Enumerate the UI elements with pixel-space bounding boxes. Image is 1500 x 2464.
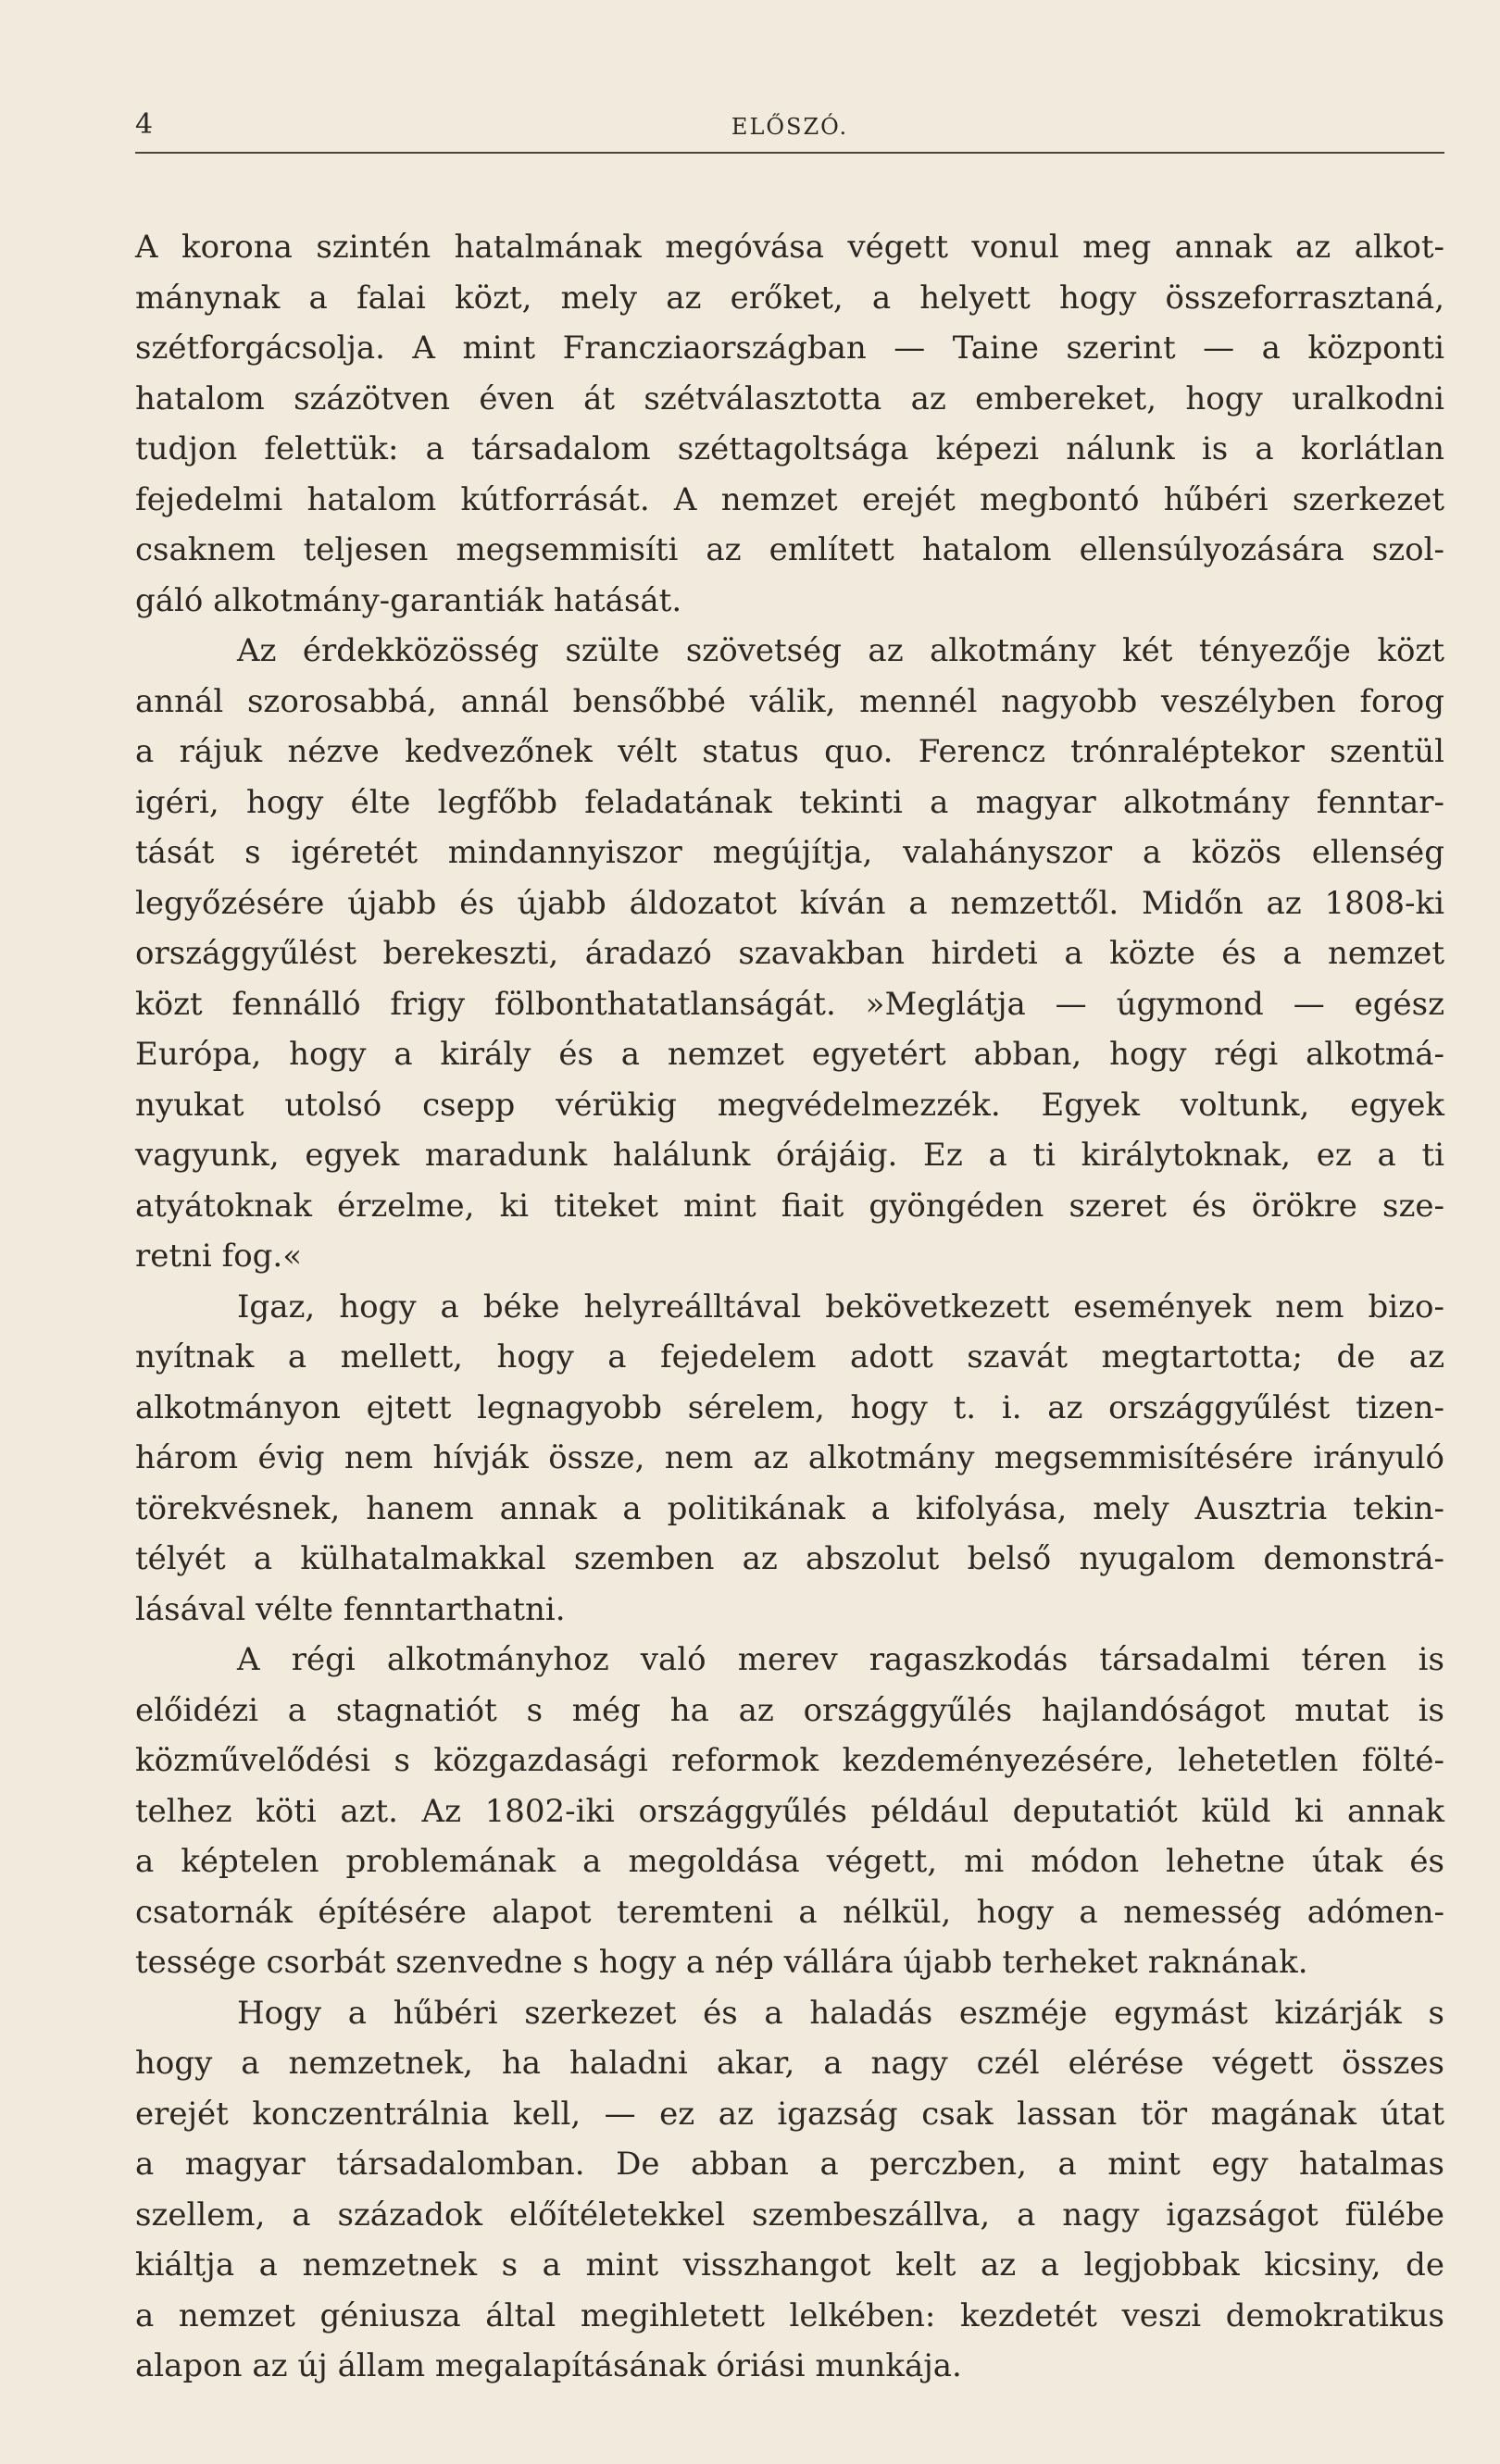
page-number: 4	[135, 108, 154, 141]
text-line: Európa, hogy a király és a nemzet egyetért abban, hogy régi alkotmá-	[135, 1036, 1444, 1073]
text-line: tudjon felettük: a társadalom széttagoltsága képezi nálunk is a korlátlan	[135, 430, 1444, 467]
text-line: Az érdekközösség szülte szövetség az alkotmány két tényezője közt	[237, 632, 1444, 669]
text-line: A régi alkotmányhoz való merev ragaszkodás társadalmi téren is	[237, 1641, 1444, 1678]
text-line: atyátoknak érzelme, ki titeket mint fiait gyöngéden szeret és örökre sze-	[135, 1187, 1444, 1225]
paragraph	[135, 1635, 1444, 1988]
text-line: Hogy a hűbéri szerkezet és a haladás eszméje egymást kizárják s	[237, 1994, 1444, 2032]
text-line: közművelődési s közgazdasági reformok kezdeményezésére, lehetetlen fölté-	[135, 1742, 1444, 1779]
text-line: annál szorosabbá, annál bensőbbé válik, mennél nagyobb veszélyben forog	[135, 682, 1444, 720]
text-line: igéri, hogy élte legfőbb feladatának tekinti a magyar alkotmány fenntar-	[135, 783, 1444, 821]
running-head-title: ELŐSZÓ.	[731, 114, 849, 140]
text-line: szellem, a századok előítéletekkel szembeszállva, a nagy igazságot fülébe	[135, 2196, 1444, 2234]
text-line: nyítnak a mellett, hogy a fejedelem adott szavát megtartotta; de az	[135, 1338, 1444, 1375]
paragraph	[135, 222, 1444, 626]
text-line: erejét konczentrálnia kell, — ez az igazság csak lassan tör magának útat	[135, 2095, 1444, 2133]
text-line: vagyunk, egyek maradunk halálunk órájáig. Ez a ti királytoknak, ez a ti	[135, 1137, 1444, 1174]
text-line: közt fennálló frigy fölbonthatatlanságát. »Meglátja — úgymond — egész	[135, 985, 1444, 1023]
text-line: alapon az új állam megalapításának óriási munkája.	[135, 2347, 962, 2384]
text-line: három évig nem hívják össze, nem az alkotmány megsemmisítésére irányuló	[135, 1439, 1444, 1476]
text-line: szétforgácsolja. A mint Francziaországban — Taine szerint — a központi	[135, 330, 1444, 367]
text-line: mánynak a falai közt, mely az erőket, a helyett hogy összeforrasztaná,	[135, 279, 1444, 317]
text-line: kiáltja a nemzetnek s a mint visszhangot kelt az a legjobbak kicsiny, de	[135, 2246, 1444, 2284]
text-line: A korona szintén hatalmának megóvása végett vonul meg annak az alkot-	[135, 229, 1444, 266]
text-line: tását s igéretét mindannyiszor megújítja, valahányszor a közös ellenség	[135, 834, 1444, 871]
text-line: legyőzésére újabb és újabb áldozatot kíván a nemzettől. Midőn az 1808-ki	[135, 884, 1444, 922]
text-line: nyukat utolsó csepp vérükig megvédelmezzék. Egyek voltunk, egyek	[135, 1086, 1444, 1124]
text-line: tessége csorbát szenvedne s hogy a nép vállára újabb terheket raknának.	[135, 1944, 1308, 1981]
text-line: csaknem teljesen megsemmisíti az említett hatalom ellensúlyozására szol-	[135, 531, 1444, 568]
text-line: a képtelen problemának a megoldása végett, mi módon lehetne útak és	[135, 1843, 1444, 1880]
body-text	[135, 222, 1444, 2392]
text-line: a magyar társadalomban. De abban a perczben, a mint egy hatalmas	[135, 2146, 1444, 2183]
text-line: csatornák építésére alapot teremteni a nélkül, hogy a nemesség adómen-	[135, 1893, 1444, 1931]
text-line: fejedelmi hatalom kútforrását. A nemzet erejét megbontó hűbéri szerkezet	[135, 480, 1444, 518]
paragraph	[135, 626, 1444, 1282]
text-line: országgyűlést berekeszti, áradazó szavakban hirdeti a közte és a nemzet	[135, 935, 1444, 972]
running-head	[135, 104, 1444, 154]
paragraph	[135, 1988, 1444, 2392]
text-line: telhez köti azt. Az 1802-iki országgyűlés például deputatiót küld ki annak	[135, 1792, 1444, 1830]
text-line: alkotmányon ejtett legnagyobb sérelem, hogy t. i. az országgyűlést tizen-	[135, 1388, 1444, 1426]
book-page	[135, 0, 1444, 2464]
paragraph	[135, 1282, 1444, 1636]
text-line: a rájuk nézve kedvezőnek vélt status quo. Ferencz trónraléptekor szentül	[135, 733, 1444, 770]
text-line: törekvésnek, hanem annak a politikának a kifolyása, mely Ausztria tekin-	[135, 1489, 1444, 1527]
text-line: gáló alkotmány-garantiák hatását.	[135, 581, 682, 619]
text-line: a nemzet géniusza által megihletett lelkében: kezdetét veszi demokratikus	[135, 2296, 1444, 2334]
text-line: télyét a külhatalmakkal szemben az abszolut belső nyugalom demonstrá-	[135, 1540, 1444, 1577]
text-line: lásával vélte fenntarthatni.	[135, 1590, 566, 1628]
text-line: retni fog.«	[135, 1238, 303, 1275]
text-line: Igaz, hogy a béke helyreálltával bekövetkezett események nem bizo-	[237, 1288, 1444, 1325]
text-line: hatalom százötven éven át szétválasztotta az embereket, hogy uralkodni	[135, 380, 1444, 417]
text-line: előidézi a stagnatiót s még ha az országgyűlés hajlandóságot mutat is	[135, 1691, 1444, 1729]
text-line: hogy a nemzetnek, ha haladni akar, a nagy czél elérése végett összes	[135, 2045, 1444, 2082]
